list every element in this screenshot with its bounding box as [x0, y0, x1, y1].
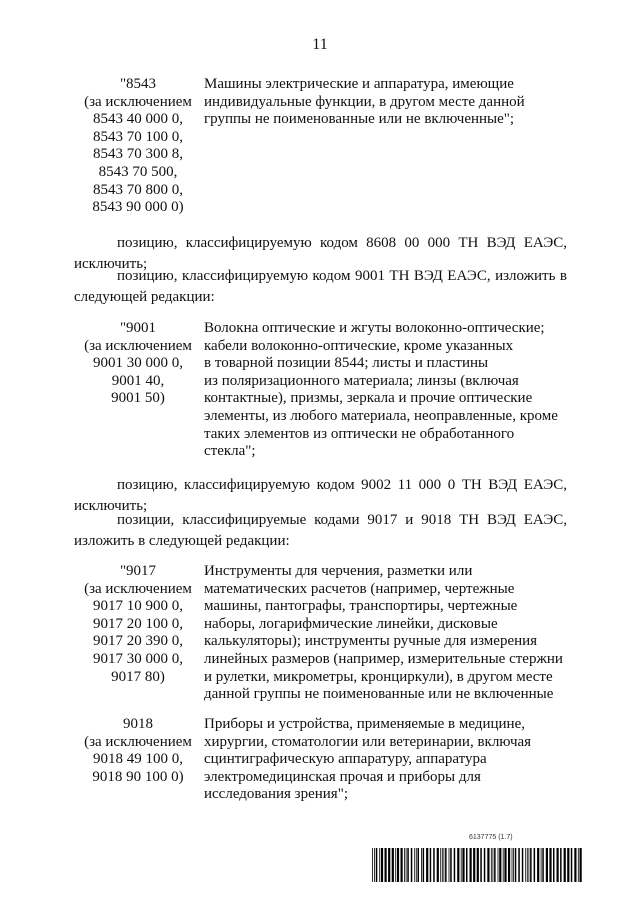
tariff-entry-9017 [74, 563, 574, 704]
tariff-entry-8543 [74, 76, 574, 217]
desc-line: и рулетки, микрометры, кронциркули), в другом месте [204, 668, 553, 685]
desc-line: данной группы не поименованные или не включенные [204, 686, 554, 703]
desc-line: наборы, логарифмические линейки, дисковые [204, 615, 498, 632]
tariff-code [74, 76, 202, 217]
desc-line: калькуляторы); инструменты ручные для измерения [204, 633, 538, 650]
desc-line: математических расчетов (например, чертежные [204, 580, 515, 597]
code-line: "9001 [119, 320, 157, 336]
code-line: 9017 80) [111, 668, 165, 685]
code-line: 9018 49 100 0, [93, 751, 183, 768]
code-line: (за исключением [84, 580, 192, 597]
desc-line: контактные), призмы, зеркала и прочие оптические [204, 390, 533, 407]
desc-line: хирургии, стоматологии или ветеринарии, включая [204, 733, 532, 750]
code-line: (за исключением [84, 733, 192, 750]
tariff-entry-9018 [74, 716, 574, 804]
paragraph: позиции, классифицируемые кодами 9017 и 9018 ТН ВЭД ЕАЭС, изложить в следующей редакции: [74, 512, 567, 549]
document-code: 6137775 (1.7) [469, 834, 513, 841]
code-line: 9017 10 900 0, [93, 598, 183, 615]
desc-line: кабели волоконно-оптические, кроме указанных [204, 337, 514, 354]
code-line: 9018 90 100 0) [92, 768, 184, 785]
desc-line: из поляризационного материала; линзы (включая [204, 372, 519, 389]
desc-line: в товарной позиции 8544; листы и пластины [204, 355, 489, 372]
code-line: 9001 30 000 0, [93, 355, 183, 372]
code-line: 8543 40 000 0, [93, 111, 183, 128]
tariff-code [74, 563, 202, 704]
code-line: "8543 [119, 76, 157, 92]
desc-line: сцинтиграфическую аппаратуру, аппаратура [204, 751, 487, 768]
desc-line: элементы, из любого материала, неоправленные, кроме [204, 407, 558, 424]
paragraph: позицию, классифицируемую кодом 9001 ТН ВЭД ЕАЭС, изложить в следующей редакции: [74, 268, 567, 305]
tariff-description [204, 716, 574, 804]
paragraph: позицию, классифицируемую кодом 9002 11 000 0 ТН ВЭД ЕАЭС, исключить; [74, 477, 567, 514]
code-line: 9001 50) [111, 390, 165, 407]
barcode [372, 848, 584, 882]
code-line: 9017 20 390 0, [93, 633, 183, 650]
desc-line: Приборы и устройства, применяемые в медицине, [204, 716, 525, 732]
code-line: 8543 70 800 0, [93, 181, 183, 198]
desc-line: электромедицинская прочая и приборы для [204, 768, 481, 785]
desc-line: группы не поименованные или не включенные"; [204, 111, 515, 128]
desc-line: Машины электрические и аппаратура, имеющие [204, 76, 514, 92]
paragraph: позицию, классифицируемую кодом 8608 00 000 ТН ВЭД ЕАЭС, исключить; [74, 235, 567, 272]
code-line: 8543 90 000 0) [92, 199, 184, 216]
tariff-entry-9001 [74, 320, 574, 461]
code-line: 9018 [123, 716, 153, 732]
desc-line: Инструменты для черчения, разметки или [204, 563, 473, 579]
desc-line: индивидуальные функции, в другом месте данной [204, 93, 525, 110]
code-line: 8543 70 500, [98, 163, 178, 180]
tariff-description [204, 76, 574, 217]
tariff-description [204, 563, 574, 704]
code-line: 9017 20 100 0, [93, 615, 183, 632]
desc-line: стекла"; [204, 443, 256, 460]
page-number: 11 [312, 36, 328, 53]
code-line: 8543 70 100 0, [93, 128, 183, 145]
code-line: (за исключением [84, 93, 192, 110]
desc-line: исследования зрения"; [204, 786, 348, 803]
desc-line: машины, пантографы, транспортиры, чертежные [204, 598, 518, 615]
code-line: "9017 [119, 563, 157, 579]
desc-line: Волокна оптические и жгуты волоконно-оптические; [204, 320, 545, 336]
desc-line: таких элементов из оптически не обработанного [204, 425, 515, 442]
code-line: 9017 30 000 0, [93, 650, 183, 667]
tariff-code [74, 716, 202, 804]
code-line: 9001 40, [111, 372, 165, 389]
code-line: (за исключением [84, 337, 192, 354]
code-line: 8543 70 300 8, [93, 146, 183, 163]
tariff-description [204, 320, 574, 461]
desc-line: линейных размеров (например, измерительные стержни [204, 650, 563, 667]
tariff-code [74, 320, 202, 461]
